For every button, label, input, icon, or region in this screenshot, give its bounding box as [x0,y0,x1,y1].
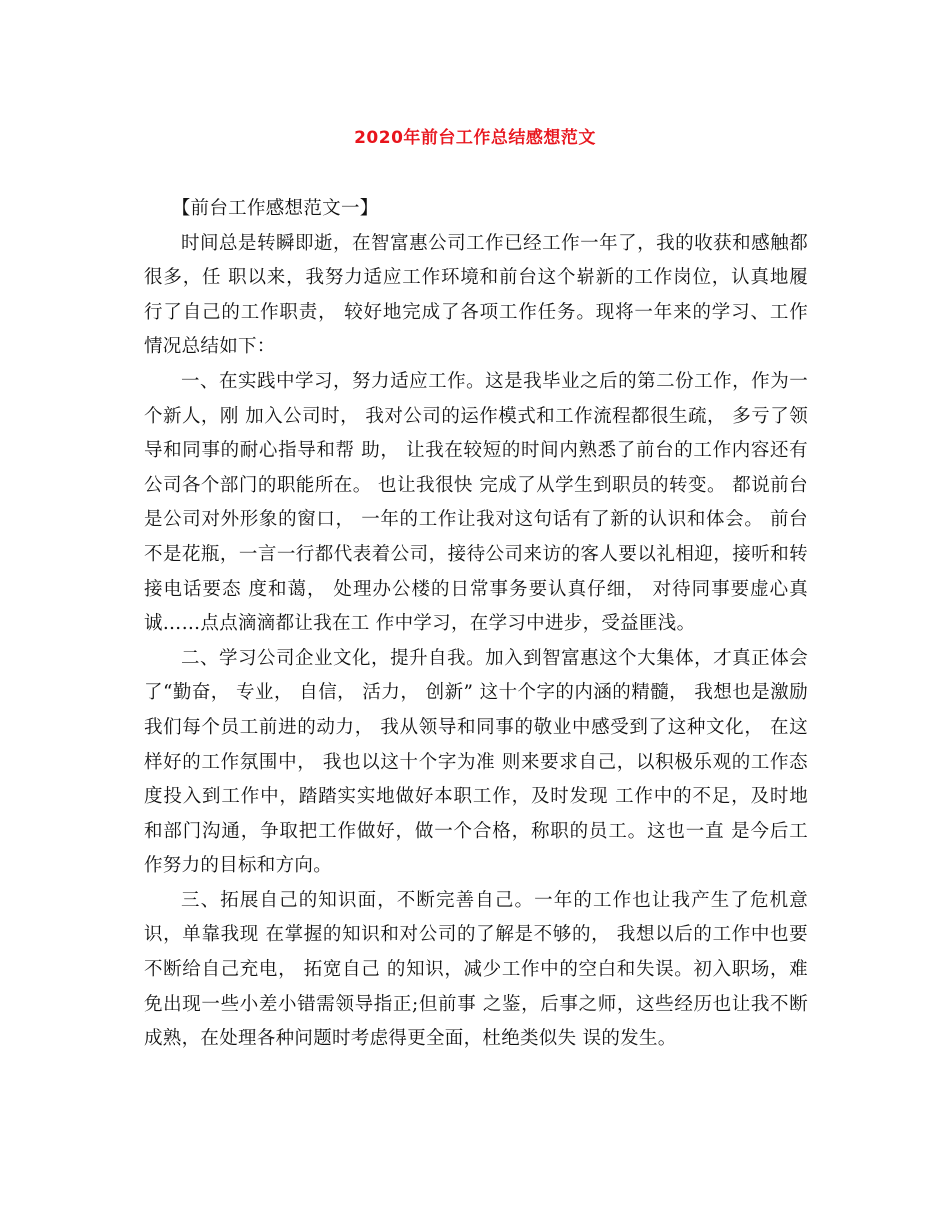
paragraph-section-2: 二、学习公司企业文化，提升自我。加入到智富惠这个大集体，才真正体会了“勤奋， 专业， 自信， 活力， 创新” 这十个字的内涵的精髓， 我想也是激励我们每个员工前进的动力， 我从领导和同事的敬业中感受到了这种文化， 在这样好的工作氛围中， 我也以这十个字为准 则来要求自己，以积极乐观的工作态度投入到工作中，踏踏实实地做好本职工作，及时发现 工作中的不足，及时地和部门沟通，争取把工作做好，做一个合格，称职的员工。这也一直 是今后工作努力的目标和方向。 [144,647,808,877]
document-title: 2020年前台工作总结感想范文 [354,128,596,148]
paragraph-intro: 时间总是转瞬即逝，在智富惠公司工作已经工作一年了，我的收获和感触都很多，任 职以来，我努力适应工作环境和前台这个崭新的工作岗位，认真地履行了自己的工作职责， 较好地完成了各项工作任务。现将一年来的学习、工作情况总结如下： [144,232,808,358]
document-body [144,192,808,1057]
section-heading: 【前台工作感想范文一】 [171,198,379,219]
paragraph-section-1: 一、在实践中学习，努力适应工作。这是我毕业之后的第二份工作，作为一个新人，刚 加入公司时， 我对公司的运作模式和工作流程都很生疏， 多亏了领导和同事的耐心指导和帮 助， 让我在较短的时间内熟悉了前台的工作内容还有公司各个部门的职能所在。 也让我很快 完成了从学生到职员的转变。 都说前台是公司对外形象的窗口， 一年的工作让我对这句话有了新的认识和体会。 前台不是花瓶，一言一行都代表着公司，接待公司来访的客人要以礼相迎，接听和转接电话要态 度和蔼， 处理办公楼的日常事务要认真仔细， 对待同事要虚心真诚……点点滴滴都让我在工 作中学习，在学习中进步，受益匪浅。 [144,370,808,635]
paragraph-section-3: 三、拓展自己的知识面，不断完善自己。一年的工作也让我产生了危机意识，单靠我现 在掌握的知识和对公司的了解是不够的， 我想以后的工作中也要不断给自己充电， 拓宽自己 的知识，减少工作中的空白和失误。初入职场，难免出现一些小差小错需领导指正;但前事 之鉴，后事之师，这些经历也让我不断成熟，在处理各种问题时考虑得更全面，杜绝类似失 误的发生。 [144,889,808,1050]
